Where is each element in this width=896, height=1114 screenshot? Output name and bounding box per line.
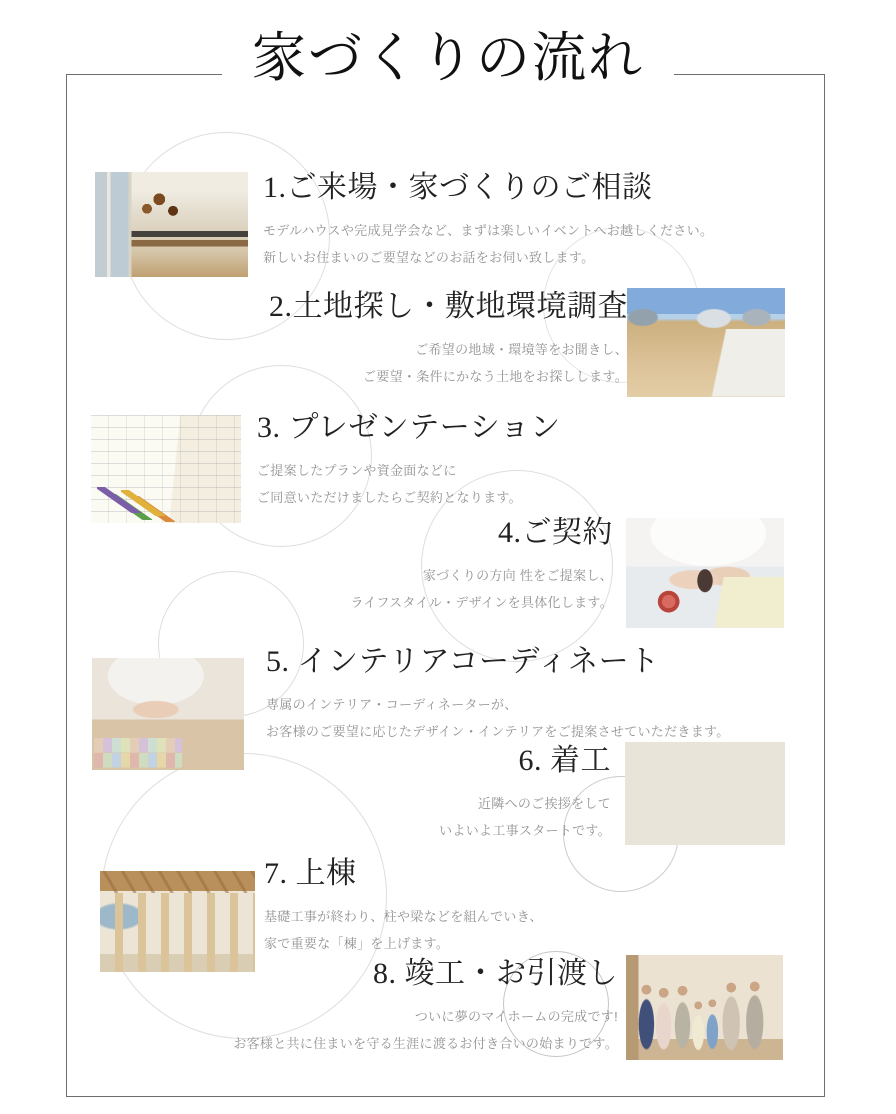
step-6 — [439, 743, 611, 844]
step-6-photo — [625, 742, 785, 845]
step-5-description-line-1: 専属のインテリア・コーディネーターが、 — [266, 697, 518, 712]
step-1-photo — [95, 172, 248, 277]
step-4 — [351, 515, 614, 616]
step-8-photo — [626, 955, 783, 1060]
step-5-description-line-2: お客様のご要望に応じたデザイン・インテリアをご提案させていただきます。 — [266, 724, 730, 739]
step-3-description-line-1: ご提案したプランや資金面などに — [257, 463, 457, 478]
step-8 — [233, 956, 618, 1057]
step-7-photo — [100, 871, 255, 972]
step-8-description-line-1: ついに夢のマイホームの完成です! — [414, 1009, 618, 1024]
step-1-heading: 1.ご来場・家づくりのご相談 — [263, 171, 653, 204]
step-1-description-line-1: モデルハウスや完成見学会など、まずは楽しいイベントへお越しください。 — [263, 223, 714, 238]
step-3-photo — [91, 415, 241, 523]
step-5 — [266, 644, 730, 745]
step-7 — [264, 856, 543, 957]
step-3-description-line-2: ご同意いただけましたらご契約となります。 — [257, 490, 522, 505]
step-8-heading: 8. 竣工・お引渡し — [373, 957, 618, 990]
step-3-heading: 3. プレゼンテーション — [257, 411, 561, 444]
step-4-heading: 4.ご契約 — [498, 516, 613, 549]
step-4-description-line-1: 家づくりの方向 性をご提案し、 — [422, 568, 613, 583]
step-6-heading: 6. 着工 — [518, 744, 611, 777]
page-title: 家づくりの流れ — [222, 26, 674, 91]
step-7-description-line-1: 基礎工事が終わり、柱や梁などを組んでいき、 — [264, 909, 543, 924]
step-2-description-line-1: ご希望の地域・環境等をお聞きし、 — [415, 342, 628, 357]
step-4-description-line-2: ライフスタイル・デザインを具体化します。 — [350, 595, 613, 610]
step-2-description-line-2: ご要望・条件にかなう土地をお探しします。 — [363, 369, 628, 384]
step-4-photo — [626, 518, 784, 628]
step-7-description-line-2: 家で重要な「棟」を上げます。 — [264, 936, 450, 951]
step-2 — [269, 289, 628, 390]
step-5-heading: 5. インテリアコーディネート — [266, 645, 660, 678]
step-6-description-line-2: いよいよ工事スタートです。 — [439, 823, 611, 838]
step-1-description-line-2: 新しいお住まいのご要望などのお話をお伺い致します。 — [263, 250, 595, 265]
step-8-description-line-2: お客様と共に住まいを守る生涯に渡るお付き合いの始まりです。 — [233, 1036, 618, 1051]
step-2-photo — [627, 288, 785, 397]
step-3 — [257, 410, 561, 511]
step-7-heading: 7. 上棟 — [264, 857, 357, 890]
step-5-photo — [92, 658, 244, 770]
step-2-heading: 2.土地探し・敷地環境調査 — [269, 290, 628, 323]
step-1 — [263, 170, 713, 271]
step-6-description-line-1: 近隣へのご挨拶をして — [477, 796, 611, 811]
